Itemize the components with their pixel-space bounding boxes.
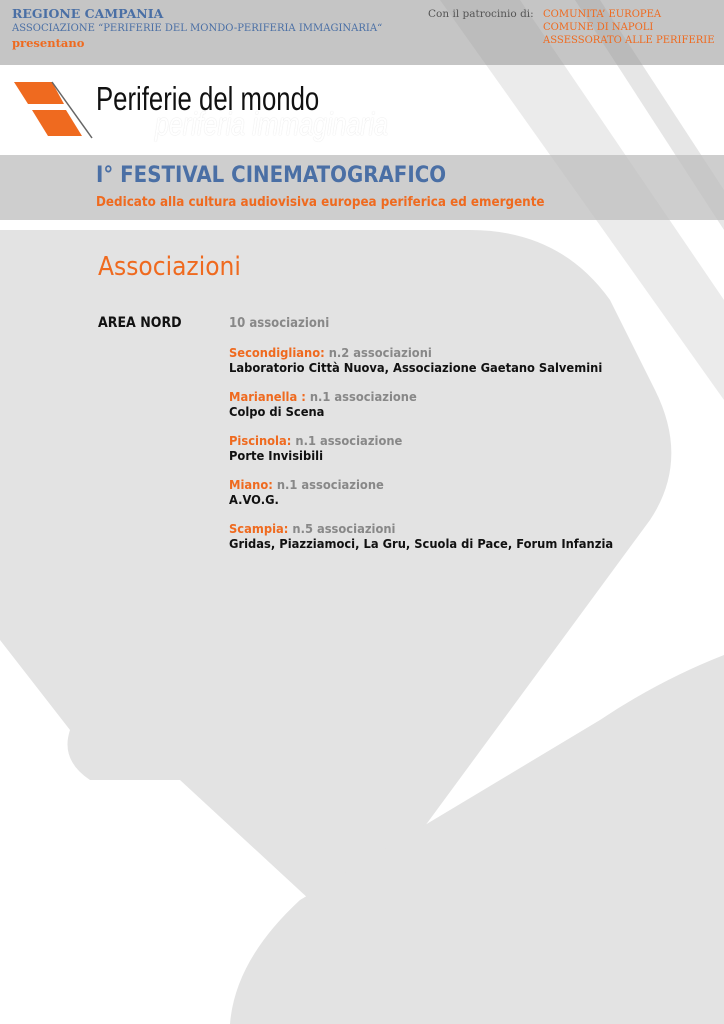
orange-parallelogram-logo-icon xyxy=(12,80,94,140)
district-item xyxy=(229,345,699,375)
area-name: AREA NORD xyxy=(98,315,182,331)
organizers-block xyxy=(12,6,382,51)
district-members: Colpo di Scena xyxy=(229,404,325,419)
district-members: A.VO.G. xyxy=(229,492,279,507)
district-item xyxy=(229,521,699,551)
district-header xyxy=(229,477,661,492)
district-count: n.5 associazioni xyxy=(292,521,396,536)
district-members: Gridas, Piazziamoci, La Gru, Scuola di Pace, Forum Infanzia xyxy=(229,536,614,551)
header-band xyxy=(0,0,724,65)
presents-text: presentano xyxy=(12,36,85,50)
patrons-list xyxy=(543,8,715,47)
section-heading: Associazioni xyxy=(98,252,241,282)
patron-item: COMUNITA’ EUROPEA xyxy=(543,9,662,20)
district-name: Piscinola: xyxy=(229,433,292,448)
patron-item: COMUNE DI NAPOLI xyxy=(543,22,654,33)
district-item xyxy=(229,389,699,419)
patronage-label: Con il patrocinio di: xyxy=(428,8,534,20)
district-members: Porte Invisibili xyxy=(229,448,324,463)
logo-subtitle: periferia immaginaria xyxy=(155,106,389,142)
patron-item: ASSESSORATO ALLE PERIFERIE xyxy=(543,35,715,46)
district-name: Marianella : xyxy=(229,389,306,404)
region-name: REGIONE CAMPANIA xyxy=(12,6,164,21)
district-count: n.1 associazione xyxy=(309,389,417,404)
district-count: n.1 associazione xyxy=(295,433,403,448)
festival-band xyxy=(0,155,724,220)
district-members: Laboratorio Città Nuova, Associazione Gaetano Salvemini xyxy=(229,360,603,375)
festival-subtitle: Dedicato alla cultura audiovisiva europea periferica ed emergente xyxy=(96,195,545,210)
district-name: Miano: xyxy=(229,477,273,492)
district-count: n.1 associazione xyxy=(276,477,384,492)
districts-list xyxy=(229,345,699,565)
district-item xyxy=(229,477,699,507)
district-header xyxy=(229,345,661,360)
district-count: n.2 associazioni xyxy=(328,345,432,360)
district-header xyxy=(229,433,661,448)
district-name: Secondigliano: xyxy=(229,345,325,360)
association-name: ASSOCIAZIONE “PERIFERIE DEL MONDO-PERIFERIA IMMAGINARIA“ xyxy=(12,23,383,34)
district-header xyxy=(229,521,661,536)
district-item xyxy=(229,433,699,463)
district-header xyxy=(229,389,661,404)
logo-title: Periferie del mondo xyxy=(96,80,320,117)
festival-title: I° FESTIVAL CINEMATOGRAFICO xyxy=(96,163,447,188)
district-name: Scampia: xyxy=(229,521,289,536)
area-count: 10 associazioni xyxy=(229,316,330,331)
